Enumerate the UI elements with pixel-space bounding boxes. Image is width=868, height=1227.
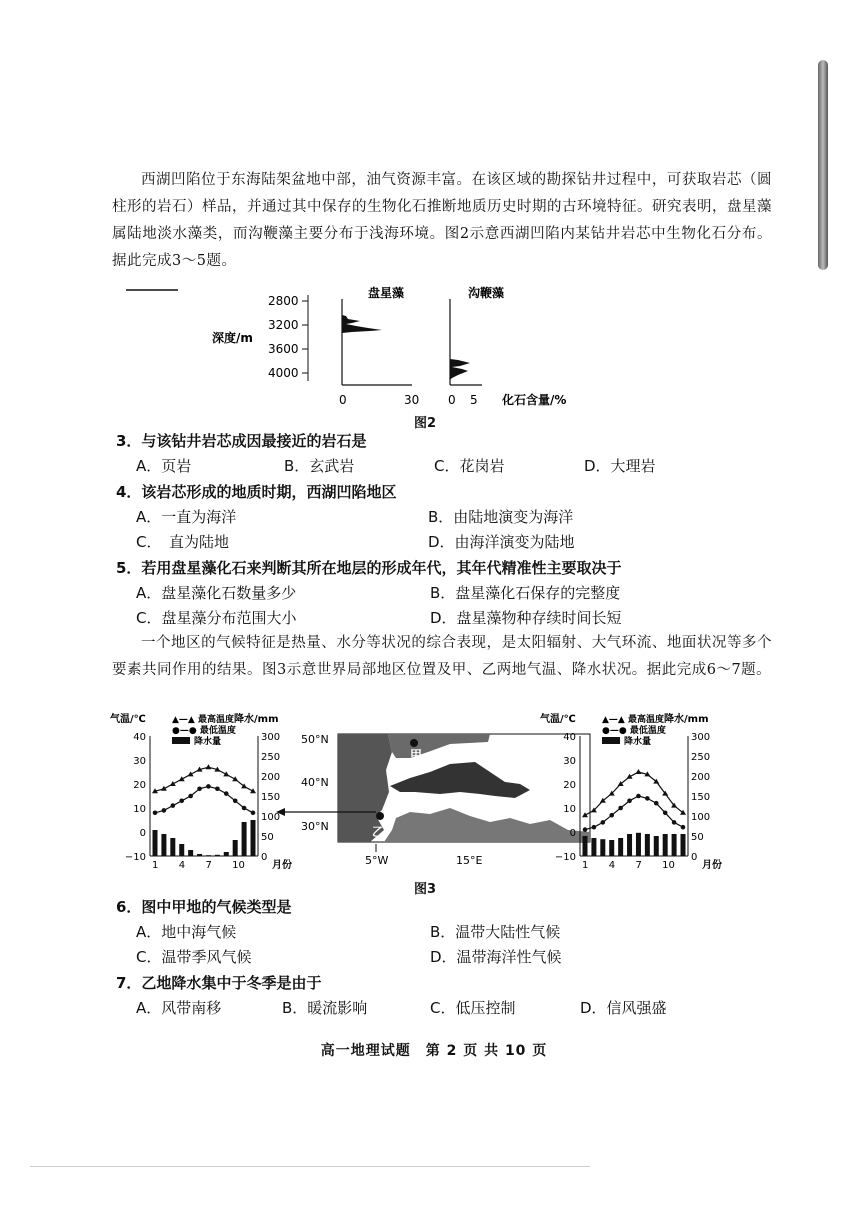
ytick-label: −10 <box>124 852 146 863</box>
fig2-title-left: 盘星藻 <box>368 286 405 300</box>
precip-bar <box>627 834 632 856</box>
q3-option-b[interactable]: B．玄武岩 <box>284 457 355 475</box>
q6-option-a[interactable]: A．地中海气候 <box>136 923 237 941</box>
min-temp-point <box>153 811 158 816</box>
legend-min-temp: ●—● 最低温度 <box>602 726 666 736</box>
precip-bar <box>242 822 247 856</box>
min-temp-point <box>609 813 614 818</box>
legend-max-temp: ▲—▲ 最高温度 <box>602 715 664 725</box>
y2tick-label: 50 <box>261 832 274 843</box>
min-temp-line <box>155 786 253 812</box>
ytick-label: 20 <box>133 780 146 791</box>
q7-option-d[interactable]: D．信风强盛 <box>580 999 667 1017</box>
xtick-label: 1 <box>582 860 589 871</box>
legend-precip: 降水量 <box>194 737 222 747</box>
q7-option-c[interactable]: C．低压控制 <box>430 999 516 1017</box>
ytick-label: 10 <box>133 804 146 815</box>
question-5: 5．若用盘星藻化石来判断其所在地层的形成年代，其年代精准性主要取决于 <box>116 559 622 577</box>
y2tick-label: 250 <box>691 752 711 763</box>
q7-option-b[interactable]: B．暖流影响 <box>282 999 368 1017</box>
precip-bar <box>233 840 238 856</box>
xtick-label: 4 <box>608 860 616 871</box>
question-7: 7．乙地降水集中于冬季是由于 <box>116 974 322 992</box>
y2tick-label: 0 <box>691 852 698 863</box>
min-temp-point <box>215 787 220 792</box>
y2label: 降水/mm <box>234 714 279 725</box>
precip-bar <box>600 839 605 856</box>
intro-paragraph-1: 西湖凹陷位于东海陆架盆地中部，油气资源丰富。在该区域的勘探钻井过程中，可获取岩芯（圆柱形的岩石）样品，并通过其中保存的生物化石推断地质历史时期的古环境特征。研究表明，盘星藻属陆地淡水藻类，而沟鞭藻主要分布于浅海环境。图2示意西湖凹陷内某钻井岩芯中生物化石分布。据此完成3～5题。 <box>112 172 772 269</box>
q6-option-b[interactable]: B．温带大陆性气候 <box>430 923 561 941</box>
min-temp-point <box>188 794 193 799</box>
precip-bar <box>618 838 623 856</box>
precip-bar <box>197 854 202 856</box>
fig2-ytick: 4000 <box>268 366 299 380</box>
max-temp-point <box>205 764 211 769</box>
legend-precip-swatch <box>172 737 190 744</box>
xtick-label: 4 <box>178 860 186 871</box>
q5-option-d[interactable]: D．盘星藻物种存续时间长短 <box>430 609 622 627</box>
page-footer: 高一地理试题 第 2 页 共 10 页 <box>320 1043 548 1059</box>
min-temp-point <box>654 801 659 806</box>
precip-bar <box>654 836 659 856</box>
ytick-label: −10 <box>554 852 576 863</box>
xlabel: 月份 <box>702 860 722 871</box>
lat-label-50n: 50°N <box>301 733 329 746</box>
lon-label-15e: 15°E <box>456 854 483 867</box>
y2tick-label: 200 <box>691 772 711 783</box>
min-temp-point <box>179 799 184 804</box>
y2tick-label: 300 <box>261 732 281 743</box>
q4-option-c[interactable]: C． 直为陆地 <box>136 533 229 551</box>
q6-option-d[interactable]: D．温带海洋性气候 <box>430 948 562 966</box>
fig2-left-xtick-0: 0 <box>339 393 347 407</box>
intro-paragraph-2: 一个地区的气候特征是热量、水分等状况的综合表现，是太阳辐射、大气环流、地面状况等多个要素共同作用的结果。图3示意世界局部地区位置及甲、乙两地气温、降水状况。据此完成6～7题。 <box>112 635 772 678</box>
min-temp-point <box>636 794 641 799</box>
fig3-caption: 图3 <box>414 882 437 897</box>
fig2-ylabel: 深度/m <box>212 331 253 345</box>
place-a-label: 甲 <box>410 748 423 762</box>
place-b-label: 乙 <box>372 825 385 839</box>
xlabel: 月份 <box>272 860 292 871</box>
q5-option-b[interactable]: B．盘星藻化石保存的完整度 <box>430 584 621 602</box>
ytick-label: 40 <box>133 732 146 743</box>
precip-bar <box>591 838 596 856</box>
y2tick-label: 50 <box>691 832 704 843</box>
max-temp-line <box>585 772 683 815</box>
q3-option-a[interactable]: A．页岩 <box>136 457 192 475</box>
precip-bar <box>170 838 175 856</box>
precip-bar <box>179 844 184 856</box>
lon-label-5w: 5°W <box>365 854 389 867</box>
precip-bar <box>251 820 256 856</box>
min-temp-point <box>627 799 632 804</box>
min-temp-point <box>672 820 677 825</box>
legend-min-temp: ●—● 最低温度 <box>172 726 236 736</box>
map <box>276 733 590 867</box>
y2label: 降水/mm <box>664 714 709 725</box>
q5-option-a[interactable]: A．盘星藻化石数量多少 <box>136 584 297 602</box>
ytick-label: 30 <box>133 756 146 767</box>
precip-bar <box>681 834 686 856</box>
question-3: 3．与该钻井岩芯成因最接近的岩石是 <box>116 432 367 450</box>
xtick-label: 1 <box>152 860 159 871</box>
ytick-label: 20 <box>563 780 576 791</box>
figure-2 <box>120 285 620 410</box>
legend-precip: 降水量 <box>624 737 652 747</box>
fig2-ytick: 3200 <box>268 318 299 332</box>
min-temp-point <box>663 811 668 816</box>
fig2-right-xtick-1: 5 <box>470 393 478 407</box>
fig2-right-fossil-profile <box>450 359 470 380</box>
ytick-label: 30 <box>563 756 576 767</box>
min-temp-point <box>681 825 686 830</box>
legend-precip-swatch <box>602 737 620 744</box>
precip-bar <box>636 833 641 856</box>
y2tick-label: 0 <box>261 852 268 863</box>
precip-bar <box>161 834 166 856</box>
lat-label-30n: 30°N <box>301 820 329 833</box>
place-b-marker <box>376 812 384 820</box>
question-4: 4．该岩芯形成的地质时期，西湖凹陷地区 <box>116 483 397 501</box>
precip-bar <box>153 830 158 856</box>
min-temp-point <box>206 784 211 789</box>
min-temp-point <box>162 808 167 813</box>
precip-bar <box>609 840 614 856</box>
min-temp-point <box>233 799 238 804</box>
min-temp-point <box>251 811 256 816</box>
min-temp-point <box>171 803 176 808</box>
xtick-label: 10 <box>662 860 675 871</box>
legend-max-temp: ▲—▲ 最高温度 <box>172 715 234 725</box>
q4-option-a[interactable]: A．一直为海洋 <box>136 508 237 526</box>
q7-option-a[interactable]: A．风带南移 <box>136 999 222 1017</box>
max-temp-point <box>635 769 641 774</box>
xtick-label: 7 <box>205 860 212 871</box>
q3-option-c[interactable]: C．花岗岩 <box>434 457 505 475</box>
fig2-caption: 图2 <box>414 416 437 431</box>
fig2-ytick: 2800 <box>268 294 299 308</box>
fig2-ytick: 3600 <box>268 342 299 356</box>
y2tick-label: 150 <box>261 792 281 803</box>
fig2-yticks <box>268 294 308 381</box>
q6-option-c[interactable]: C．温带季风气候 <box>136 948 252 966</box>
ytick-label: 40 <box>563 732 576 743</box>
bottom-divider <box>30 1166 590 1167</box>
min-temp-line <box>585 796 683 830</box>
ytick-label: 10 <box>563 804 576 815</box>
ylabel: 气温/℃ <box>110 714 146 725</box>
lat-label-40n: 40°N <box>301 776 329 789</box>
precip-bar <box>224 852 229 856</box>
min-temp-point <box>618 806 623 811</box>
y2tick-label: 300 <box>691 732 711 743</box>
climate-chart-b <box>110 712 292 871</box>
place-a-marker <box>410 739 418 747</box>
y2tick-label: 100 <box>261 812 281 823</box>
precip-bar <box>188 850 193 856</box>
min-temp-point <box>645 796 650 801</box>
y2tick-label: 100 <box>691 812 711 823</box>
y2tick-label: 150 <box>691 792 711 803</box>
ytick-label: 0 <box>569 828 576 839</box>
y2tick-label: 200 <box>261 772 281 783</box>
fig2-left-xtick-1: 30 <box>404 393 420 407</box>
ytick-label: 0 <box>139 828 146 839</box>
fig2-left-fossil-profile <box>342 315 382 333</box>
fig2-right-xtick-0: 0 <box>448 393 456 407</box>
min-temp-point <box>601 820 606 825</box>
ylabel: 气温/℃ <box>540 714 576 725</box>
precip-bar <box>583 836 588 856</box>
fig2-xlabel: 化石含量/% <box>502 393 567 407</box>
xtick-label: 10 <box>232 860 245 871</box>
y2tick-label: 250 <box>261 752 281 763</box>
min-temp-point <box>242 806 247 811</box>
min-temp-point <box>224 791 229 796</box>
precip-bar <box>215 855 220 856</box>
q4-option-b[interactable]: B．由陆地演变为海洋 <box>428 508 574 526</box>
question-6: 6．图中甲地的气候类型是 <box>116 898 292 916</box>
precip-bar <box>645 834 650 856</box>
xtick-label: 7 <box>635 860 642 871</box>
figure-3 <box>110 712 730 872</box>
scrollbar[interactable] <box>818 60 828 270</box>
precip-bar <box>663 834 668 856</box>
q3-option-d[interactable]: D．大理岩 <box>584 457 656 475</box>
q4-option-d[interactable]: D．由海洋演变为陆地 <box>428 533 575 551</box>
q5-option-c[interactable]: C．盘星藻分布范围大小 <box>136 609 297 627</box>
min-temp-point <box>592 825 597 830</box>
min-temp-point <box>583 827 588 832</box>
precip-bar <box>206 855 211 856</box>
min-temp-point <box>197 787 202 792</box>
fig2-title-right: 沟鞭藻 <box>468 286 505 300</box>
precip-bar <box>672 834 677 856</box>
